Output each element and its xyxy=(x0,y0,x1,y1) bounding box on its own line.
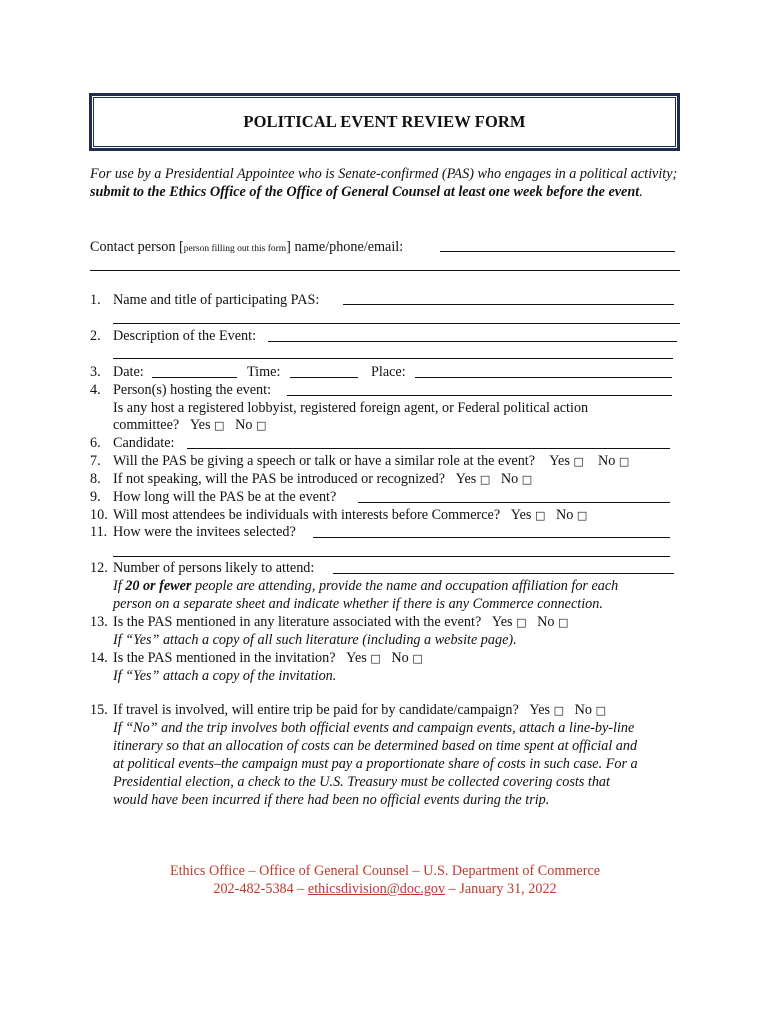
host-field[interactable] xyxy=(287,395,672,396)
question-4-sub: Is any host a registered lobbyist, registered foreign agent, or Federal political action xyxy=(113,400,589,416)
checkbox-q10-no[interactable]: □ xyxy=(576,509,588,522)
question-10: 10. Will most attendees be individuals with interests before Commerce? Yes □ No □ xyxy=(90,507,588,523)
checkbox-q14-yes[interactable]: □ xyxy=(370,652,381,665)
question-2: 2. Description of the Event: xyxy=(90,328,257,344)
question-15-note-4: Presidential election, a check to the U.S. Treasury must be collected covering costs that xyxy=(113,774,610,790)
event-description-field-line-2[interactable] xyxy=(113,358,673,359)
question-12-note-2: person on a separate sheet and indicate whether if there is any Commerce connection. xyxy=(113,596,603,612)
intro-tail: . xyxy=(639,184,643,200)
question-15-note-1: If “No” and the trip involves both official events and campaign events, attach a line-by-line xyxy=(113,720,635,736)
title-box xyxy=(89,93,680,151)
time-label: Time: xyxy=(247,364,281,380)
contact-line: Contact person [person filling out this form] name/phone/email: xyxy=(90,239,404,255)
checkbox-q8-yes[interactable]: □ xyxy=(479,473,491,486)
attendance-field[interactable] xyxy=(333,573,674,574)
intro-lead: For use by a Presidential Appointee who is Senate-confirmed (PAS) who engages in a political activity; xyxy=(90,166,678,182)
question-15-note-3: at political events–the campaign must pay a proportionate share of costs in such case. For a xyxy=(113,756,638,772)
candidate-field[interactable] xyxy=(187,448,670,449)
checkbox-q4-no[interactable]: □ xyxy=(255,419,267,432)
question-15-note-2: itinerary so that an allocation of costs can be determined based on time spent at official and xyxy=(113,738,638,754)
checkbox-q13-yes[interactable]: □ xyxy=(516,616,527,629)
question-12-note: If 20 or fewer people are attending, provide the name and occupation affiliation for each xyxy=(113,578,619,594)
checkbox-q15-yes[interactable]: □ xyxy=(553,704,565,717)
checkbox-q4-yes[interactable]: □ xyxy=(214,419,225,432)
question-4-sub-2: committee? Yes □ No □ xyxy=(113,417,267,433)
duration-field[interactable] xyxy=(358,502,670,503)
contact-field[interactable] xyxy=(440,251,675,252)
event-description-field[interactable] xyxy=(268,341,677,342)
question-14: 14. Is the PAS mentioned in the invitation? Yes □ No □ xyxy=(90,650,423,666)
contact-field-line-2[interactable] xyxy=(90,270,680,271)
date-field[interactable] xyxy=(152,377,237,378)
question-15: 15. If travel is involved, will entire trip be paid for by candidate/campaign? Yes □ No □ xyxy=(90,702,606,718)
question-13: 13. Is the PAS mentioned in any literature associated with the event? Yes □ No □ xyxy=(90,614,569,630)
checkbox-q10-yes[interactable]: □ xyxy=(534,509,546,522)
pas-name-field-line-2[interactable] xyxy=(113,323,680,324)
question-14-note: If “Yes” attach a copy of the invitation. xyxy=(113,668,337,684)
question-3: 3. Date: xyxy=(90,364,144,380)
time-field[interactable] xyxy=(290,377,358,378)
question-15-note-5: would have been incurred if there had been no official events during the trip. xyxy=(113,792,550,808)
ethics-email-link[interactable]: ethicsdivision@doc.gov xyxy=(307,881,446,897)
question-6: 6. Candidate: xyxy=(90,435,175,451)
question-8: 8. If not speaking, will the PAS be introduced or recognized? Yes □ No □ xyxy=(90,471,533,487)
question-12: 12. Number of persons likely to attend: xyxy=(90,560,315,576)
checkbox-q7-yes[interactable]: □ xyxy=(573,455,584,468)
intro-bold: submit to the Ethics Office of the Office of General Counsel at least one week before the event xyxy=(90,184,640,200)
question-4: 4. Person(s) hosting the event: xyxy=(90,382,272,398)
question-13-note: If “Yes” attach a copy of all such literature (including a website page). xyxy=(113,632,517,648)
question-7: 7. Will the PAS be giving a speech or talk or have a similar role at the event? Yes □ No □ xyxy=(90,453,630,469)
footer-line-1: Ethics Office – Office of General Counsel – U.S. Department of Commerce xyxy=(169,863,601,879)
footer-line-2: 202-482-5384 – ethicsdivision@doc.gov – January 31, 2022 xyxy=(213,881,557,897)
invitees-field-line-2[interactable] xyxy=(113,556,670,557)
checkbox-q8-no[interactable]: □ xyxy=(521,473,533,486)
checkbox-q15-no[interactable]: □ xyxy=(595,704,606,717)
checkbox-q13-no[interactable]: □ xyxy=(558,616,569,629)
form-title: POLITICAL EVENT REVIEW FORM xyxy=(243,112,526,131)
invitees-field[interactable] xyxy=(313,537,670,538)
checkbox-q7-no[interactable]: □ xyxy=(618,455,630,468)
checkbox-q14-no[interactable]: □ xyxy=(412,652,423,665)
contact-small-label: person filling out this form xyxy=(183,244,287,254)
intro-paragraph xyxy=(90,165,680,201)
question-1: 1. Name and title of participating PAS: xyxy=(90,292,320,308)
place-label: Place: xyxy=(371,364,406,380)
place-field[interactable] xyxy=(415,377,672,378)
question-11: 11. How were the invitees selected? xyxy=(90,524,296,540)
question-9: 9. How long will the PAS be at the event? xyxy=(90,489,337,505)
pas-name-field[interactable] xyxy=(343,304,674,305)
